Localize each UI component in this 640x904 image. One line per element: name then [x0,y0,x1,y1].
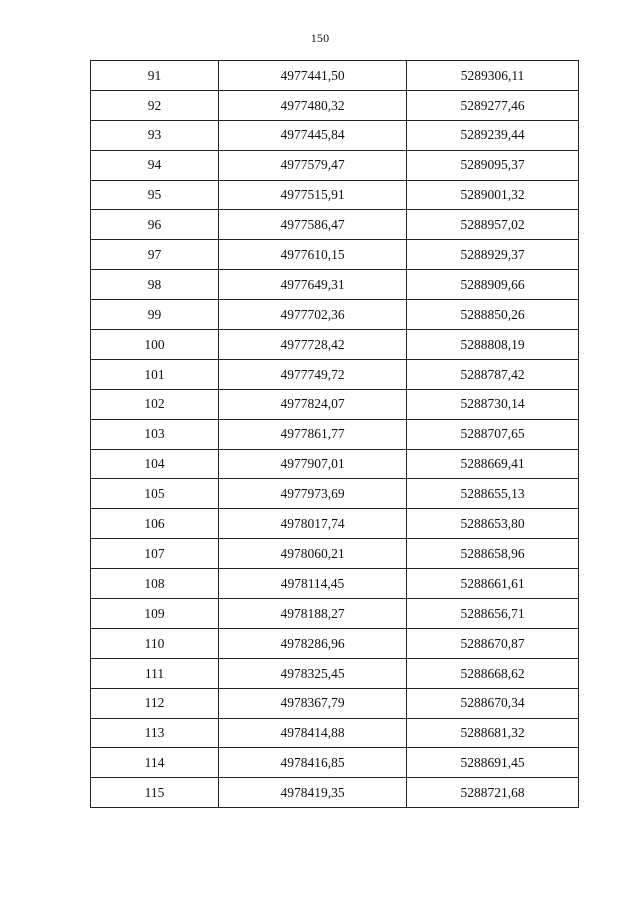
point-number-cell: 110 [91,628,219,658]
x-coordinate-cell: 4977702,36 [219,300,407,330]
y-coordinate-cell: 5288850,26 [407,300,579,330]
point-number-cell: 98 [91,270,219,300]
table-row [91,599,579,629]
table-row [91,270,579,300]
point-number-cell: 100 [91,330,219,360]
table-row [91,718,579,748]
x-coordinate-cell: 4978188,27 [219,599,407,629]
table-row [91,240,579,270]
x-coordinate-cell: 4977586,47 [219,210,407,240]
point-number-cell: 96 [91,210,219,240]
table-row [91,419,579,449]
coordinates-table-body [91,61,579,808]
point-number-cell: 109 [91,599,219,629]
point-number-cell: 112 [91,688,219,718]
y-coordinate-cell: 5289001,32 [407,180,579,210]
y-coordinate-cell: 5288721,68 [407,778,579,808]
y-coordinate-cell: 5288929,37 [407,240,579,270]
table-row [91,688,579,718]
table-row [91,210,579,240]
x-coordinate-cell: 4978367,79 [219,688,407,718]
x-coordinate-cell: 4977579,47 [219,150,407,180]
point-number-cell: 106 [91,509,219,539]
x-coordinate-cell: 4978060,21 [219,539,407,569]
x-coordinate-cell: 4977610,15 [219,240,407,270]
table-row [91,120,579,150]
x-coordinate-cell: 4977749,72 [219,359,407,389]
page-number: 150 [310,31,330,45]
x-coordinate-cell: 4978325,45 [219,658,407,688]
y-coordinate-cell: 5288655,13 [407,479,579,509]
table-row [91,509,579,539]
table-row [91,449,579,479]
y-coordinate-cell: 5289239,44 [407,120,579,150]
table-row [91,569,579,599]
point-number-cell: 93 [91,120,219,150]
table-row [91,359,579,389]
x-coordinate-cell: 4977445,84 [219,120,407,150]
point-number-cell: 97 [91,240,219,270]
x-coordinate-cell: 4977861,77 [219,419,407,449]
y-coordinate-cell: 5288787,42 [407,359,579,389]
y-coordinate-cell: 5288909,66 [407,270,579,300]
table-row [91,658,579,688]
y-coordinate-cell: 5288658,96 [407,539,579,569]
y-coordinate-cell: 5289306,11 [407,61,579,91]
y-coordinate-cell: 5288653,80 [407,509,579,539]
y-coordinate-cell: 5288730,14 [407,389,579,419]
y-coordinate-cell: 5288661,61 [407,569,579,599]
y-coordinate-cell: 5288656,71 [407,599,579,629]
table-row [91,539,579,569]
table-row [91,748,579,778]
x-coordinate-cell: 4978286,96 [219,628,407,658]
point-number-cell: 102 [91,389,219,419]
coordinates-table [90,60,579,808]
point-number-cell: 111 [91,658,219,688]
table-row [91,150,579,180]
y-coordinate-cell: 5289095,37 [407,150,579,180]
x-coordinate-cell: 4978017,74 [219,509,407,539]
point-number-cell: 99 [91,300,219,330]
y-coordinate-cell: 5289277,46 [407,90,579,120]
table-row [91,61,579,91]
y-coordinate-cell: 5288670,34 [407,688,579,718]
table-row [91,778,579,808]
table-row [91,300,579,330]
table-row [91,90,579,120]
point-number-cell: 94 [91,150,219,180]
x-coordinate-cell: 4978114,45 [219,569,407,599]
point-number-cell: 95 [91,180,219,210]
x-coordinate-cell: 4978414,88 [219,718,407,748]
y-coordinate-cell: 5288670,87 [407,628,579,658]
y-coordinate-cell: 5288669,41 [407,449,579,479]
point-number-cell: 108 [91,569,219,599]
point-number-cell: 101 [91,359,219,389]
x-coordinate-cell: 4977973,69 [219,479,407,509]
point-number-cell: 114 [91,748,219,778]
point-number-cell: 91 [91,61,219,91]
point-number-cell: 113 [91,718,219,748]
x-coordinate-cell: 4977728,42 [219,330,407,360]
point-number-cell: 107 [91,539,219,569]
point-number-cell: 115 [91,778,219,808]
table-row [91,330,579,360]
x-coordinate-cell: 4977480,32 [219,90,407,120]
y-coordinate-cell: 5288957,02 [407,210,579,240]
point-number-cell: 103 [91,419,219,449]
table-row [91,180,579,210]
table-row [91,479,579,509]
point-number-cell: 92 [91,90,219,120]
x-coordinate-cell: 4978416,85 [219,748,407,778]
table-row [91,628,579,658]
x-coordinate-cell: 4977824,07 [219,389,407,419]
table-row [91,389,579,419]
y-coordinate-cell: 5288707,65 [407,419,579,449]
x-coordinate-cell: 4977907,01 [219,449,407,479]
y-coordinate-cell: 5288691,45 [407,748,579,778]
x-coordinate-cell: 4977649,31 [219,270,407,300]
x-coordinate-cell: 4977515,91 [219,180,407,210]
y-coordinate-cell: 5288808,19 [407,330,579,360]
y-coordinate-cell: 5288668,62 [407,658,579,688]
y-coordinate-cell: 5288681,32 [407,718,579,748]
x-coordinate-cell: 4977441,50 [219,61,407,91]
point-number-cell: 104 [91,449,219,479]
x-coordinate-cell: 4978419,35 [219,778,407,808]
point-number-cell: 105 [91,479,219,509]
